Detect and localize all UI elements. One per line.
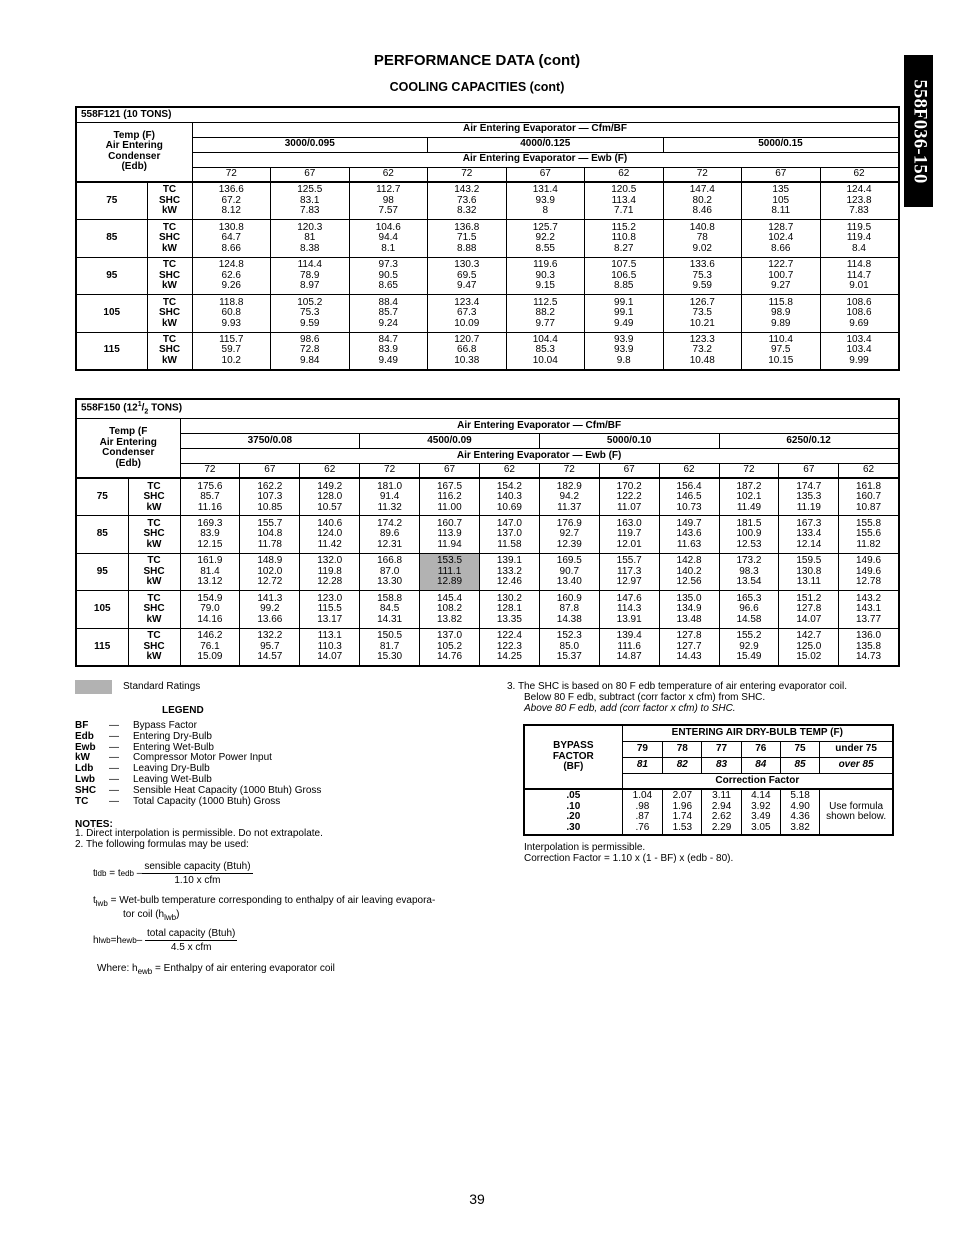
formula-lwb: $t_{lwb}$ = Wet-bulb temperature corresponding to enthalpy of air leaving evapora- tor coil $(h_{lwb})$ [93, 895, 436, 922]
table-row [76, 553, 899, 591]
table-cell: 97.3 90.5 8.65 [349, 257, 428, 295]
ewb-header: Air Entering Evaporator — Ewb (F) [192, 152, 899, 167]
dry-bulb-temp: 79 [622, 741, 663, 757]
dry-bulb-temp: 76 [741, 741, 780, 757]
table-cell: 181.0 91.4 11.32 [360, 478, 420, 516]
table-cell: 153.5 111.1 12.89 [420, 553, 480, 591]
table-cell: 132.0 119.8 12.28 [300, 553, 360, 591]
legend-desc: Sensible Heat Capacity (1000 Btuh) Gross [133, 784, 322, 796]
legend-abbr: Lwb [75, 773, 95, 785]
table-cell: 160.7 113.9 11.94 [420, 516, 480, 554]
correction-factor-header: Correction Factor [622, 773, 893, 789]
table-cell: 127.8 127.7 14.43 [659, 628, 719, 666]
cfm-group-header: 3000/0.095 [192, 137, 428, 152]
bypass-factor-label: BYPASS FACTOR (BF) [524, 725, 622, 789]
ewb-value: 72 [360, 463, 420, 478]
legend-desc: Total Capacity (1000 Btuh) Gross [133, 795, 281, 807]
legend-dash: — [109, 763, 119, 775]
dry-bulb-temp-alt: 85 [780, 757, 819, 773]
cfm-group-header: 4000/0.125 [428, 137, 664, 152]
table-cell: 141.3 99.2 13.66 [240, 591, 300, 629]
temp-label-line: Temp (F) [113, 129, 155, 141]
legend-list [75, 721, 321, 807]
table-cell: 118.8 60.8 9.93 [192, 295, 271, 333]
ewb-value: 72 [663, 167, 742, 182]
ewb-value: 72 [428, 167, 507, 182]
legend-abbr: Edb [75, 730, 94, 742]
ewb-value: 67 [742, 167, 821, 182]
table-cell: 120.3 81 8.38 [271, 220, 350, 258]
legend-dash: — [109, 784, 119, 796]
table-cell: 136.6 67.2 8.12 [192, 182, 271, 220]
correction-factor-column: 3.11 2.94 2.62 2.29 [702, 789, 741, 835]
page-number: 39 [469, 1191, 485, 1207]
table-cell: 112.7 98 7.57 [349, 182, 428, 220]
table-cell: 136.0 135.8 14.73 [839, 628, 899, 666]
table-cell: 88.4 85.7 9.24 [349, 295, 428, 333]
edb-temp: 75 [76, 182, 147, 220]
table-cell: 155.8 155.6 11.82 [839, 516, 899, 554]
ewb-value: 62 [585, 167, 664, 182]
table-cell: 148.9 102.0 12.72 [240, 553, 300, 591]
table-cell: 155.2 92.9 15.49 [719, 628, 779, 666]
table-cell: 115.8 98.9 9.89 [742, 295, 821, 333]
table-cell: 169.3 83.9 12.15 [180, 516, 240, 554]
table-cell: 123.0 115.5 13.17 [300, 591, 360, 629]
legend-dash: — [109, 752, 119, 764]
interpolation-note: Interpolation is permissible. Correction Factor = 1.10 x (1 - BF) x (edb - 80). [524, 842, 734, 864]
table-cell: 154.9 79.0 14.16 [180, 591, 240, 629]
table-cell: 158.8 84.5 14.31 [360, 591, 420, 629]
temp-label-line: Temp (F [109, 426, 148, 438]
table-cell: 104.4 85.3 10.04 [506, 332, 585, 370]
table-cell: 120.7 66.8 10.38 [428, 332, 507, 370]
table-cell: 155.7 104.8 11.78 [240, 516, 300, 554]
table-cell: 152.3 85.0 15.37 [539, 628, 599, 666]
table-cell: 182.9 94.2 11.37 [539, 478, 599, 516]
table-cell: 139.4 111.6 14.87 [599, 628, 659, 666]
table-cell: 143.2 73.6 8.32 [428, 182, 507, 220]
temp-column-header [76, 122, 192, 182]
page-subtitle: COOLING CAPACITIES (cont) [389, 80, 565, 94]
notes-title: NOTES: [75, 819, 113, 830]
table-cell: 84.7 83.9 9.49 [349, 332, 428, 370]
ewb-value: 62 [839, 463, 899, 478]
legend-abbr: TC [75, 795, 89, 807]
table-row [76, 332, 899, 370]
table-cell: 122.7 100.7 9.27 [742, 257, 821, 295]
table-cell: 108.6 108.6 9.69 [820, 295, 899, 333]
caption-sub: 2 [144, 408, 149, 416]
table-cell: 112.5 88.2 9.77 [506, 295, 585, 333]
table-cell: 159.5 130.8 13.11 [779, 553, 839, 591]
table-cell: 147.6 114.3 13.91 [599, 591, 659, 629]
table-cell: 123.4 67.3 10.09 [428, 295, 507, 333]
table-cell: 169.5 90.7 13.40 [539, 553, 599, 591]
table-cell: 103.4 103.4 9.99 [820, 332, 899, 370]
table-cell: 140.6 124.0 11.42 [300, 516, 360, 554]
dry-bulb-temp-alt: 83 [702, 757, 741, 773]
standard-ratings-label: Standard Ratings [123, 681, 201, 692]
row-labels: TC SHC kW [147, 220, 192, 258]
caption-text-end: TONS) [148, 402, 183, 414]
dry-bulb-temp: 75 [780, 741, 819, 757]
formula-note: Use formula shown below. [820, 789, 893, 835]
temp-label-line: Condenser [102, 447, 155, 459]
table-cell: 133.6 75.3 9.59 [663, 257, 742, 295]
table-cell: 162.2 107.3 10.85 [240, 478, 300, 516]
correction-factor-column: 1.04 .98 .87 .76 [622, 789, 663, 835]
table-cell: 132.2 95.7 14.57 [240, 628, 300, 666]
ewb-value: 67 [506, 167, 585, 182]
formula-hlwb: h lwb =h ewb – $\frac{\text{total capacity (Btuh)}}{\text{4.5 x cfm}}$ [93, 928, 236, 953]
table-cell: 125.5 83.1 7.83 [271, 182, 350, 220]
table-cell: 119.6 90.3 9.15 [506, 257, 585, 295]
legend-item [75, 797, 321, 808]
table-cell: 166.8 87.0 13.30 [360, 553, 420, 591]
legend-abbr: SHC [75, 784, 97, 796]
table-cell: 104.6 94.4 8.1 [349, 220, 428, 258]
ewb-value: 67 [779, 463, 839, 478]
ewb-value: 62 [479, 463, 539, 478]
table-cell: 146.2 76.1 15.09 [180, 628, 240, 666]
table-cell: 128.7 102.4 8.66 [742, 220, 821, 258]
cfm-header: Air Entering Evaporator — Cfm/BF [180, 418, 899, 433]
table-cell: 142.7 125.0 15.02 [779, 628, 839, 666]
edb-temp: 105 [76, 591, 128, 629]
table-cell: 147.0 137.0 11.58 [479, 516, 539, 554]
ewb-value: 67 [599, 463, 659, 478]
ewb-value: 62 [659, 463, 719, 478]
table-cell: 126.7 73.5 10.21 [663, 295, 742, 333]
temp-label-line: (Edb) [121, 161, 148, 173]
table-cell: 151.2 127.8 14.07 [779, 591, 839, 629]
row-labels: TC SHC kW [128, 591, 180, 629]
cfm-group-header: 5000/0.10 [539, 433, 719, 448]
legend-dash: — [109, 773, 119, 785]
edb-temp: 105 [76, 295, 147, 333]
table-cell: 130.3 69.5 9.47 [428, 257, 507, 295]
table-cell: 176.9 92.7 12.39 [539, 516, 599, 554]
ewb-value: 72 [180, 463, 240, 478]
table-cell: 136.8 71.5 8.88 [428, 220, 507, 258]
table-cell: 156.4 146.5 10.73 [659, 478, 719, 516]
legend-item [75, 732, 321, 743]
caption-slash: / [141, 402, 145, 414]
edb-temp: 95 [76, 553, 128, 591]
table-cell: 93.9 93.9 9.8 [585, 332, 664, 370]
formula-ldb: t ldb = t edb – $\frac{\text{sensible capacity (Btuh)}}{\text{1.10 x cfm}}$ [93, 861, 251, 886]
legend-desc: Entering Wet-Bulb [133, 741, 214, 753]
table-cell: 165.3 96.6 14.58 [719, 591, 779, 629]
table-cell: 161.8 160.7 10.87 [839, 478, 899, 516]
legend-desc: Leaving Dry-Bulb [133, 763, 210, 775]
ewb-value: 67 [420, 463, 480, 478]
table-cell: 110.4 97.5 10.15 [742, 332, 821, 370]
table-cell: 119.5 119.4 8.4 [820, 220, 899, 258]
ewb-value: 72 [719, 463, 779, 478]
legend-item [75, 786, 321, 797]
note-2: 2. The following formulas may be used: [75, 838, 249, 850]
caption-text: 558F150 (12 [81, 402, 138, 414]
table-row [76, 220, 899, 258]
cfm-group-header: 4500/0.09 [360, 433, 540, 448]
table-cell: 105.2 75.3 9.59 [271, 295, 350, 333]
table-cell: 150.5 81.7 15.30 [360, 628, 420, 666]
table-row [76, 478, 899, 516]
table-cell: 149.6 149.6 12.78 [839, 553, 899, 591]
table-cell: 123.3 73.2 10.48 [663, 332, 742, 370]
table-cell: 135.0 134.9 13.48 [659, 591, 719, 629]
side-tab-label: 558F036-150 [909, 78, 930, 184]
table-558f150 [75, 398, 900, 667]
table-cell: 174.7 135.3 11.19 [779, 478, 839, 516]
formula-hlwb-fraction: $\frac{\text{total capacity (Btuh)}}{\text{4.5 x cfm}}$ [147, 928, 236, 953]
table-cell: 173.2 98.3 13.54 [719, 553, 779, 591]
table-cell: 160.9 87.8 14.38 [539, 591, 599, 629]
ewb-value: 72 [192, 167, 271, 182]
row-labels: TC SHC kW [147, 257, 192, 295]
ewb-header: Air Entering Evaporator — Ewb (F) [180, 448, 899, 463]
table-caption [76, 399, 899, 418]
dry-bulb-temp: 78 [663, 741, 702, 757]
table-cell: 122.4 122.3 14.25 [479, 628, 539, 666]
ewb-value: 62 [300, 463, 360, 478]
table-cell: 174.2 89.6 12.31 [360, 516, 420, 554]
row-labels: TC SHC kW [147, 295, 192, 333]
legend-desc: Bypass Factor [133, 720, 197, 731]
table-cell: 187.2 102.1 11.49 [719, 478, 779, 516]
row-labels: TC SHC kW [147, 332, 192, 370]
dry-bulb-temp-alt: 82 [663, 757, 702, 773]
table-cell: 149.2 128.0 10.57 [300, 478, 360, 516]
legend-desc: Entering Dry-Bulb [133, 730, 212, 742]
table-cell: 181.5 100.9 12.53 [719, 516, 779, 554]
dry-bulb-temp-alt: 81 [622, 757, 663, 773]
table-cell: 145.4 108.2 13.82 [420, 591, 480, 629]
table-cell: 142.8 140.2 12.56 [659, 553, 719, 591]
table-row [76, 591, 899, 629]
ewb-value: 62 [820, 167, 899, 182]
table-cell: 161.9 81.4 13.12 [180, 553, 240, 591]
legend-dash: — [109, 741, 119, 753]
formula-where: Where: $h_{ewb}$ = Enthalpy of air entering evaporator coil [97, 963, 335, 976]
table-cell: 113.1 110.3 14.07 [300, 628, 360, 666]
formula-ldb-fraction: $\frac{\text{sensible capacity (Btuh)}}{\text{1.10 x cfm}}$ [144, 861, 251, 886]
cfm-group-header: 3750/0.08 [180, 433, 360, 448]
legend-abbr: BF [75, 720, 89, 731]
table-cell: 99.1 99.1 9.49 [585, 295, 664, 333]
table-cell: 149.7 143.6 11.63 [659, 516, 719, 554]
row-labels: TC SHC kW [147, 182, 192, 220]
table-cell: 130.2 128.1 13.35 [479, 591, 539, 629]
table-row [76, 257, 899, 295]
table-cell: 114.4 78.9 8.97 [271, 257, 350, 295]
edb-temp: 85 [76, 516, 128, 554]
ewb-value: 72 [539, 463, 599, 478]
correction-factor-column: 4.14 3.92 3.49 3.05 [741, 789, 780, 835]
table-caption: 558F121 (10 TONS) [76, 107, 899, 122]
table-cell: 115.2 110.8 8.27 [585, 220, 664, 258]
row-labels: TC SHC kW [128, 516, 180, 554]
caption-sup: 1 [137, 401, 142, 408]
table-cell: 130.8 64.7 8.66 [192, 220, 271, 258]
table-cell: 167.3 133.4 12.14 [779, 516, 839, 554]
table-row [76, 628, 899, 666]
note-3: 3. The SHC is based on 80 F edb temperature of air entering evaporator coil. Below 80 F edb, subtract (corr factor x cfm) from SHC. Above 80 F edb, add (corr factor x cfm) to SHC. [507, 681, 848, 714]
edb-temp: 95 [76, 257, 147, 295]
temp-label-line: (Edb) [115, 457, 142, 469]
dry-bulb-header: ENTERING AIR DRY-BULB TEMP (F) [622, 725, 893, 741]
table-cell: 125.7 92.2 8.55 [506, 220, 585, 258]
table-cell: 170.2 122.2 11.07 [599, 478, 659, 516]
table-cell: 175.6 85.7 11.16 [180, 478, 240, 516]
ewb-value: 62 [349, 167, 428, 182]
legend-title: LEGEND [162, 705, 204, 716]
legend-desc: Leaving Wet-Bulb [133, 773, 212, 785]
table-cell: 115.7 59.7 10.2 [192, 332, 271, 370]
correction-factor-column: 5.18 4.90 4.36 3.82 [780, 789, 819, 835]
table-cell: 98.6 72.8 9.84 [271, 332, 350, 370]
table-row [76, 516, 899, 554]
legend-abbr: kW [75, 752, 90, 764]
dry-bulb-temp-alt: over 85 [820, 757, 893, 773]
table-cell: 163.0 119.7 12.01 [599, 516, 659, 554]
row-labels: TC SHC kW [128, 478, 180, 516]
side-tab [904, 55, 933, 207]
table-cell: 131.4 93.9 8 [506, 182, 585, 220]
dry-bulb-temp-alt: 84 [741, 757, 780, 773]
edb-temp: 75 [76, 478, 128, 516]
cfm-header: Air Entering Evaporator — Cfm/BF [192, 122, 899, 137]
ewb-value: 67 [240, 463, 300, 478]
dry-bulb-temp: 77 [702, 741, 741, 757]
edb-temp: 115 [76, 332, 147, 370]
legend-dash: — [109, 730, 119, 742]
cfm-group-header: 5000/0.15 [663, 137, 899, 152]
legend-abbr: Ldb [75, 763, 94, 775]
row-labels: TC SHC kW [128, 628, 180, 666]
table-row [76, 182, 899, 220]
temp-column-header [76, 418, 180, 478]
table-cell: 107.5 106.5 8.85 [585, 257, 664, 295]
table-cell: 124.8 62.6 9.26 [192, 257, 271, 295]
legend-dash: — [109, 795, 119, 807]
standard-ratings-swatch [75, 680, 112, 694]
table-cell: 155.7 117.3 12.97 [599, 553, 659, 591]
temp-label-line: Condenser [108, 150, 161, 162]
table-cell: 154.2 140.3 10.69 [479, 478, 539, 516]
temp-label-line: Air Entering [105, 140, 163, 152]
row-labels: TC SHC kW [128, 553, 180, 591]
table-cell: 140.8 78 9.02 [663, 220, 742, 258]
table-cell: 139.1 133.2 12.46 [479, 553, 539, 591]
table-cell: 143.2 143.1 13.77 [839, 591, 899, 629]
legend-dash: — [109, 720, 119, 731]
table-cell: 137.0 105.2 14.76 [420, 628, 480, 666]
table-cell: 147.4 80.2 8.46 [663, 182, 742, 220]
ewb-value: 67 [271, 167, 350, 182]
correction-factor-column: 2.07 1.96 1.74 1.53 [663, 789, 702, 835]
page-title: PERFORMANCE DATA (cont) [373, 52, 581, 69]
table-cell: 114.8 114.7 9.01 [820, 257, 899, 295]
legend-desc: Compressor Motor Power Input [133, 752, 272, 764]
dry-bulb-temp: under 75 [820, 741, 893, 757]
edb-temp: 115 [76, 628, 128, 666]
table-cell: 120.5 113.4 7.71 [585, 182, 664, 220]
temp-label-line: Air Entering [99, 436, 157, 448]
table-cell: 167.5 116.2 11.00 [420, 478, 480, 516]
notes-list [75, 829, 323, 851]
legend-abbr: Ewb [75, 741, 96, 753]
cfm-group-header: 6250/0.12 [719, 433, 899, 448]
bypass-factor-table [523, 724, 894, 836]
table-cell: 124.4 123.8 7.83 [820, 182, 899, 220]
edb-temp: 85 [76, 220, 147, 258]
table-558f121 [75, 106, 900, 371]
table-row [76, 295, 899, 333]
table-cell: 135 105 8.11 [742, 182, 821, 220]
note-1: 1. Direct interpolation is permissible. Do not extrapolate. [75, 828, 323, 839]
bypass-factor-values: .05 .10 .20 .30 [524, 789, 622, 835]
